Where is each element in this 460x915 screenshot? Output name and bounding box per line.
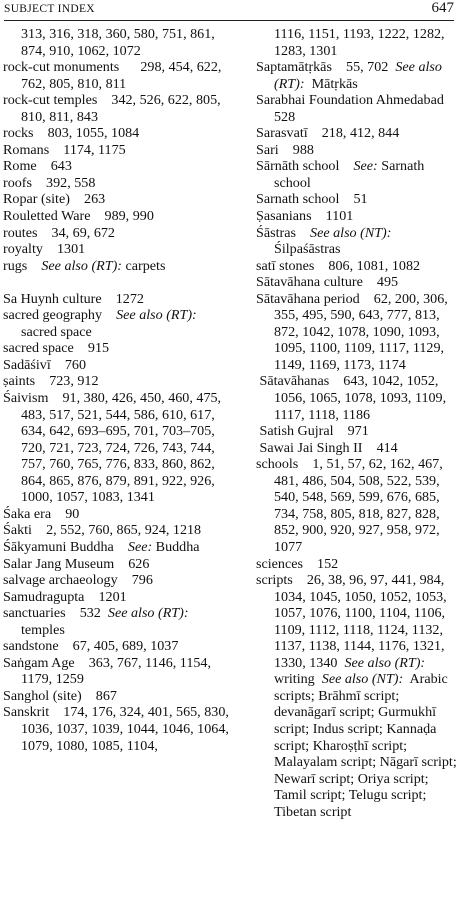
index-entry	[256, 191, 458, 208]
entry-text: 1116, 1151, 1193, 1222, 1282, 1283, 1301	[274, 26, 449, 59]
entry-text: Sātavāhana culture 495	[256, 274, 399, 291]
left-index-column	[3, 26, 231, 754]
entry-text: Sātavāhanas 643, 1042, 1052, 1056, 1065, 1078, 1093, 1109, 1117, 1118, 1186	[256, 373, 450, 423]
cross-reference: See also (NT):	[321, 671, 404, 688]
index-entry	[3, 291, 231, 308]
entry-text: scripts 26, 38, 96, 97, 441, 984, 1034, 1045, 1050, 1052, 1053, 1057, 1076, 1100, 1104, 1106, 1109, 1112, 1118, 1124, 1132, 1137, 1138, 1144, 1176, 1321, 1330, 1340	[256, 572, 451, 671]
index-entry	[256, 373, 458, 423]
index-entry	[256, 59, 458, 92]
index-entry	[3, 191, 231, 208]
entry-text: sciences 152	[256, 555, 339, 572]
entry-text: Sa Huynh culture 1272	[3, 290, 144, 307]
cross-reference: See also (RT):	[41, 257, 123, 274]
entry-text: Sātavāhana period 62, 200, 306, 355, 495, 590, 643, 777, 813, 872, 1042, 1078, 1090, 1093, 1095, 1100, 1109, 1117, 1129, 1149, 1169, 1173, 1174	[256, 290, 452, 373]
index-entry	[3, 208, 231, 225]
index-entry	[3, 59, 231, 92]
index-entry	[3, 307, 231, 340]
index-entry-continued	[256, 26, 458, 59]
entry-text: Buddha	[152, 538, 200, 555]
entry-text: Sanskrit 174, 176, 324, 401, 565, 830, 1036, 1037, 1039, 1044, 1046, 1064, 1079, 1080, 1085, 1104,	[3, 704, 233, 754]
entry-text: schools 1, 51, 57, 62, 162, 467, 481, 486, 504, 508, 522, 539, 540, 548, 569, 599, 676, 685, 734, 758, 805, 818, 827, 828, 852, 900, 920, 927, 958, 972, 1077	[256, 456, 447, 555]
index-entry	[3, 539, 231, 556]
page-number: 647	[431, 0, 454, 16]
entry-text: sacred space 915	[3, 340, 110, 357]
entry-text: satī stones 806, 1081, 1082	[256, 257, 421, 274]
entry-text: routes 34, 69, 672	[3, 224, 115, 241]
entry-text: Mātṛkās	[304, 75, 358, 92]
entry-text: sanctuaries 532	[3, 605, 108, 622]
entry-text: Sari 988	[256, 141, 314, 158]
index-entry	[3, 704, 231, 754]
entry-text: Sawai Jai Singh II 414	[256, 439, 398, 456]
index-entry	[256, 125, 458, 142]
entry-text: writing	[274, 654, 433, 688]
index-entry	[256, 556, 458, 573]
index-entry	[3, 225, 231, 242]
entry-text: Rouletted Ware 989, 990	[3, 208, 154, 225]
entry-text: Sadāśivī 760	[3, 356, 86, 373]
index-entry	[3, 373, 231, 390]
index-entry	[256, 423, 458, 440]
index-entry	[3, 605, 231, 638]
index-entry	[256, 291, 458, 374]
entry-text: Ṣasanians 1101	[256, 208, 354, 225]
entry-text: Śilpaśāstras	[274, 224, 395, 258]
index-entry	[3, 241, 231, 258]
entry-text: Sārnāth school	[256, 158, 354, 175]
entry-text: Satish Gujral 971	[256, 423, 369, 440]
entry-text: Śākyamuni Buddha	[3, 538, 128, 555]
index-entry	[256, 92, 458, 125]
index-entry	[3, 655, 231, 688]
index-entry	[3, 522, 231, 539]
entry-text: sandstone 67, 405, 689, 1037	[3, 638, 179, 655]
index-entry	[3, 357, 231, 374]
entry-text: Rome 643	[3, 158, 72, 175]
entry-text: Sarasvatī 218, 412, 844	[256, 125, 400, 142]
entry-text: Śakti 2, 552, 760, 865, 924, 1218	[3, 522, 202, 539]
entry-text: roofs 392, 558	[3, 174, 96, 191]
index-entry	[3, 340, 231, 357]
cross-reference: See also (RT):	[274, 59, 446, 92]
entry-text: Śaka era 90	[3, 505, 80, 522]
index-entry	[3, 556, 231, 573]
entry-text: Sarnath school	[274, 158, 428, 191]
entry-text: rock-cut monuments 298, 454, 622, 762, 805, 810, 811	[3, 59, 225, 92]
entry-text: rugs	[3, 257, 42, 274]
index-entry	[256, 274, 458, 291]
entry-text: sacred space	[21, 307, 204, 340]
index-entry	[3, 390, 231, 506]
index-entry	[3, 125, 231, 142]
cross-reference: See also (RT):	[107, 605, 189, 622]
index-entry	[3, 142, 231, 159]
entry-text: Salar Jang Museum 626	[3, 555, 150, 572]
index-entry	[3, 572, 231, 589]
cross-reference: See also (NT):	[310, 224, 392, 241]
entry-text: Saṅgam Age 363, 767, 1146, 1154, 1179, 1259	[3, 654, 215, 688]
index-entry	[256, 258, 458, 275]
index-entry	[3, 175, 231, 192]
entry-text: Śāstras	[256, 224, 311, 241]
index-entry	[256, 142, 458, 159]
entry-text: Śaivism 91, 380, 426, 450, 460, 475, 483, 517, 521, 544, 586, 610, 617, 634, 642, 693–695, 701, 703–705, 720, 721, 723, 724, 726, 743, 744, 757, 760, 765, 776, 833, 860, 862, 864, 865, 876, 879, 891, 922, 926, 1000, 1057, 1083, 1341	[3, 390, 225, 506]
cross-reference: See also (RT):	[116, 307, 197, 324]
entry-text: salvage archaeology 796	[3, 572, 153, 589]
index-entry	[3, 506, 231, 523]
entry-text: Arabic scripts; Brāhmī script; devanāgarī script; Gurmukhī script; Indus script; Kannaḍa script; Kharoṣṭhī script; Malayalam script; Nāgarī script; Newarī script; Oriya script; Tamil script; Telugu script; Tibetan script	[274, 671, 460, 820]
index-entry	[3, 258, 231, 275]
cross-reference: See also (RT):	[344, 654, 426, 671]
entry-text: temples	[21, 605, 196, 638]
entry-text: royalty 1301	[3, 241, 86, 258]
entry-text: Sanghol (site) 867	[3, 687, 117, 704]
running-head: SUBJECT INDEX	[4, 3, 95, 15]
cross-reference: See:	[353, 158, 378, 175]
entry-text: Ropar (site) 263	[3, 191, 106, 208]
entry-text: rocks 803, 1055, 1084	[3, 125, 140, 142]
entry-text: carpets	[122, 257, 166, 274]
index-entry	[3, 92, 231, 125]
cross-reference: See:	[127, 538, 153, 555]
index-entry	[3, 589, 231, 606]
index-entry	[3, 688, 231, 705]
right-index-column	[256, 26, 458, 820]
index-entry	[256, 158, 458, 191]
entry-text: 313, 316, 318, 360, 580, 751, 861, 874, 910, 1062, 1072	[21, 26, 219, 59]
entry-text: rock-cut temples 342, 526, 622, 805, 810, 811, 843	[3, 92, 225, 125]
index-entry	[256, 208, 458, 225]
entry-text: Sarnath school 51	[256, 191, 368, 208]
index-entry	[3, 638, 231, 655]
entry-text: Samudragupta 1201	[3, 588, 127, 605]
index-entry	[256, 572, 458, 820]
page-header	[4, 0, 454, 21]
index-entry-continued	[3, 26, 231, 59]
entry-text: ṣaints 723, 912	[3, 373, 99, 390]
entry-text: Saptamātṛkās 55, 702	[256, 59, 396, 76]
index-entry	[256, 225, 458, 258]
entry-text: Sarabhai Foundation Ahmedabad 528	[256, 92, 458, 125]
index-entry	[3, 158, 231, 175]
index-entry	[256, 456, 458, 555]
entry-text: Romans 1174, 1175	[3, 141, 126, 158]
entry-text: sacred geography	[3, 307, 117, 324]
index-entry	[256, 440, 458, 457]
